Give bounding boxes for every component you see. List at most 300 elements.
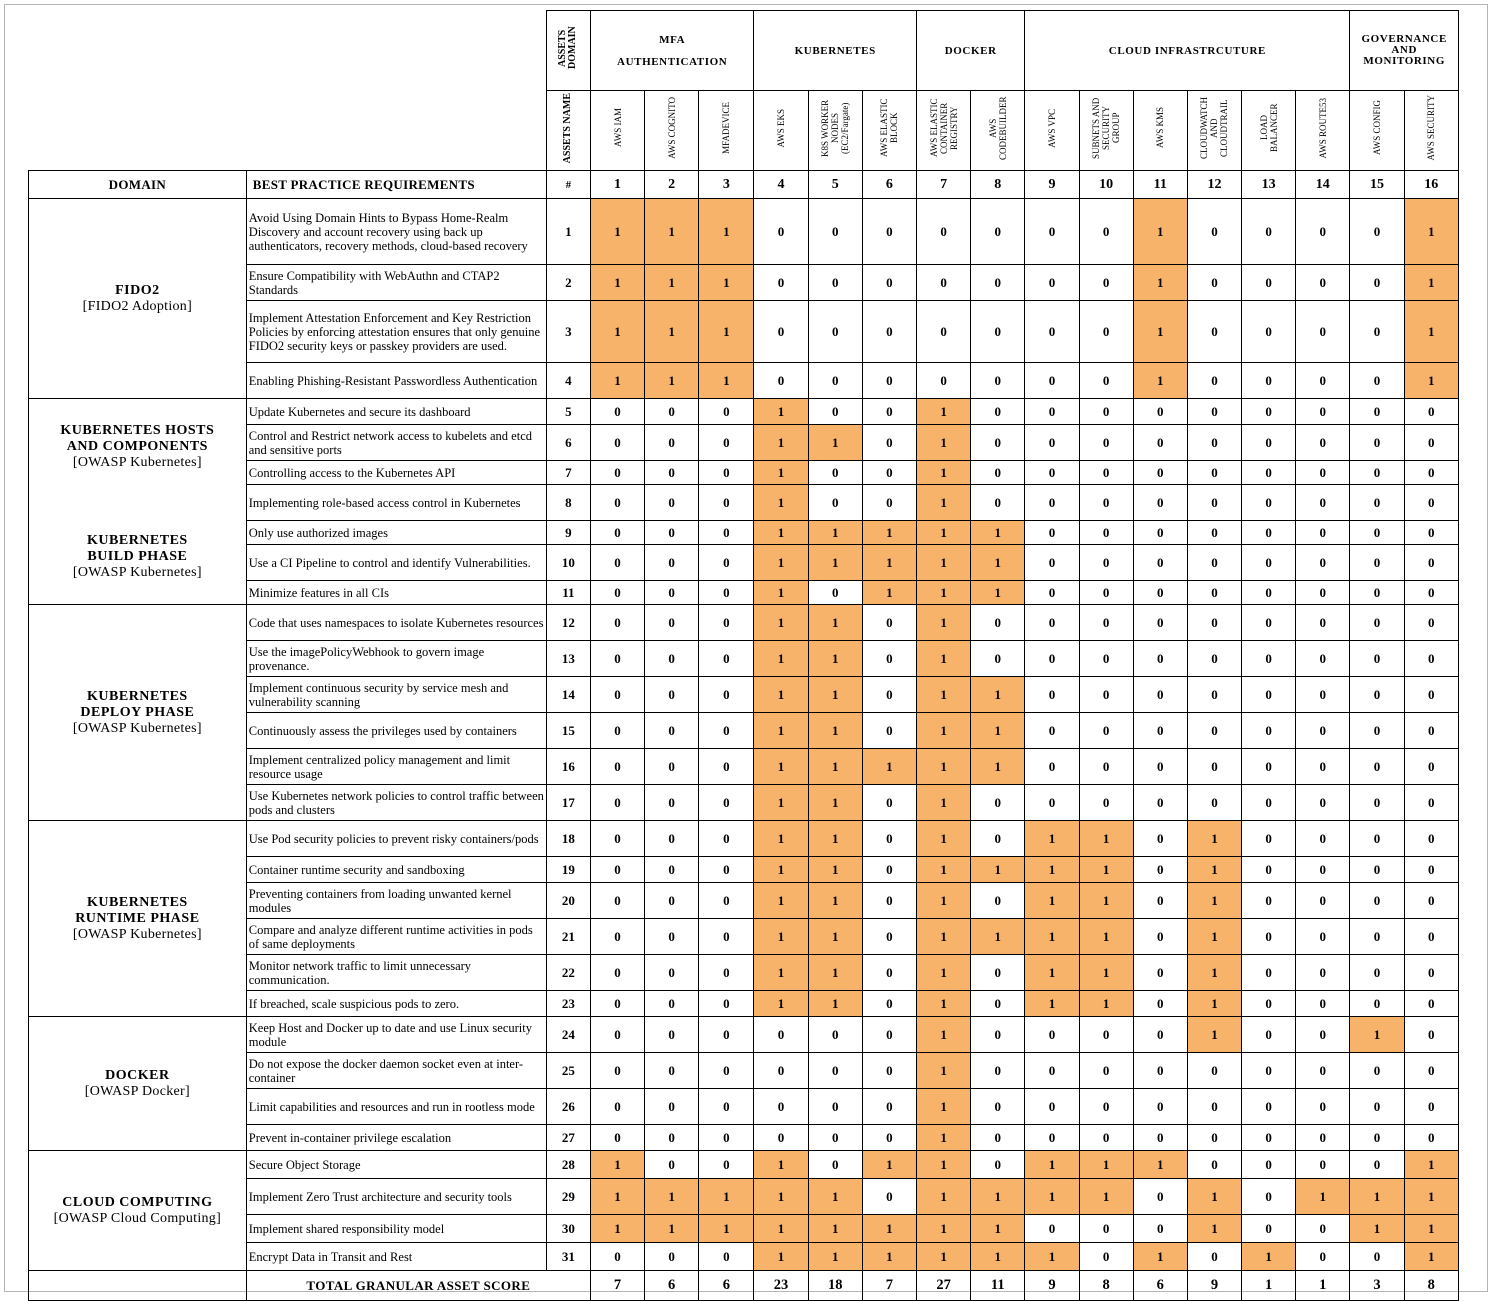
mapping-cell: 1	[754, 919, 808, 955]
total-score-cell: 7	[590, 1271, 644, 1301]
mapping-cell: 0	[590, 1089, 644, 1125]
mapping-cell: 0	[1242, 521, 1296, 545]
mapping-cell: 0	[1025, 461, 1079, 485]
mapping-cell: 0	[1296, 857, 1350, 883]
mapping-cell: 0	[1079, 785, 1133, 821]
mapping-cell: 1	[1133, 199, 1187, 265]
mapping-cell: 1	[1079, 955, 1133, 991]
mapping-cell: 1	[1187, 857, 1241, 883]
mapping-cell: 0	[1242, 425, 1296, 461]
mapping-cell: 1	[862, 1151, 916, 1179]
mapping-cell: 0	[645, 605, 699, 641]
requirement-number: 23	[546, 991, 590, 1017]
requirement-number: 27	[546, 1125, 590, 1151]
mapping-cell: 1	[1404, 199, 1458, 265]
asset-group-label: DOCKER	[944, 44, 997, 57]
mapping-cell: 0	[699, 1151, 754, 1179]
mapping-cell: 0	[1404, 485, 1458, 521]
mapping-cell: 0	[1025, 1089, 1079, 1125]
mapping-cell: 1	[1025, 1151, 1079, 1179]
domain-cell	[29, 199, 247, 399]
asset-number-header: 9	[1025, 171, 1079, 199]
requirement-text: Enabling Phishing-Resistant Passwordless Authentication	[246, 363, 546, 399]
mapping-cell: 0	[1350, 821, 1404, 857]
requirement-text: Use a CI Pipeline to control and identify Vulnerabilities.	[246, 545, 546, 581]
mapping-cell: 0	[699, 485, 754, 521]
mapping-cell: 1	[754, 749, 808, 785]
mapping-cell: 1	[971, 749, 1025, 785]
table-row	[29, 1151, 1459, 1179]
mapping-cell: 0	[1350, 1125, 1404, 1151]
mapping-cell: 1	[1025, 1243, 1079, 1271]
mapping-cell: 0	[971, 1151, 1025, 1179]
mapping-cell: 1	[917, 821, 971, 857]
header-spacer	[29, 91, 547, 171]
mapping-cell: 0	[1025, 581, 1079, 605]
mapping-cell: 0	[1296, 1151, 1350, 1179]
domain-source: [OWASP Docker]	[84, 1083, 190, 1099]
mapping-cell: 0	[1296, 425, 1350, 461]
asset-number-header: 1	[590, 171, 644, 199]
mapping-cell: 0	[1296, 605, 1350, 641]
mapping-cell: 0	[1079, 1053, 1133, 1089]
mapping-cell: 0	[1242, 1125, 1296, 1151]
asset-name-header: AWS IAM	[590, 91, 644, 171]
mapping-cell: 0	[1350, 713, 1404, 749]
mapping-cell: 0	[1133, 1053, 1187, 1089]
mapping-cell: 0	[645, 399, 699, 425]
mapping-cell: 0	[1079, 749, 1133, 785]
mapping-cell: 0	[808, 1053, 862, 1089]
mapping-cell: 0	[754, 301, 808, 363]
best-practice-header: BEST PRACTICE REQUIREMENTS	[246, 171, 546, 199]
asset-number-header: 3	[699, 171, 754, 199]
mapping-cell: 1	[1404, 301, 1458, 363]
domain-name: AND COMPONENTS	[66, 438, 208, 454]
mapping-cell: 0	[1187, 545, 1241, 581]
mapping-cell: 0	[971, 991, 1025, 1017]
mapping-cell: 1	[917, 521, 971, 545]
mapping-cell: 1	[590, 199, 644, 265]
requirement-text: Ensure Compatibility with WebAuthn and CTAP2 Standards	[246, 265, 546, 301]
mapping-cell: 0	[917, 265, 971, 301]
domain-name: DEPLOY PHASE	[80, 704, 195, 720]
mapping-cell: 0	[808, 1089, 862, 1125]
mapping-cell: 0	[1079, 1089, 1133, 1125]
mapping-cell: 0	[1025, 545, 1079, 581]
mapping-cell: 0	[699, 581, 754, 605]
domain-name: KUBERNETES HOSTS	[60, 422, 215, 438]
mapping-cell: 0	[1025, 605, 1079, 641]
mapping-cell: 1	[917, 955, 971, 991]
asset-number-header: 16	[1404, 171, 1458, 199]
mapping-cell: 0	[1350, 955, 1404, 991]
mapping-cell: 0	[645, 713, 699, 749]
mapping-cell: 0	[1296, 1089, 1350, 1125]
mapping-cell: 0	[1404, 821, 1458, 857]
mapping-cell: 0	[754, 1053, 808, 1089]
mapping-cell: 0	[699, 461, 754, 485]
mapping-cell: 0	[590, 641, 644, 677]
mapping-cell: 0	[1187, 605, 1241, 641]
mapping-cell: 0	[1404, 1089, 1458, 1125]
mapping-cell: 0	[1133, 581, 1187, 605]
requirement-text: Container runtime security and sandboxing	[246, 857, 546, 883]
mapping-cell: 1	[971, 677, 1025, 713]
mapping-cell: 1	[1133, 301, 1187, 363]
assets-domain-header: ASSETS DOMAIN	[546, 11, 590, 91]
mapping-cell: 0	[971, 265, 1025, 301]
mapping-cell: 0	[1350, 605, 1404, 641]
mapping-cell: 0	[862, 919, 916, 955]
table-row	[29, 821, 1459, 857]
mapping-cell: 0	[1404, 1017, 1458, 1053]
mapping-cell: 0	[1187, 1151, 1241, 1179]
requirement-text: Avoid Using Domain Hints to Bypass Home-Realm Discovery and account recovery using back up authenticators, recovery methods, cloud-based recovery	[246, 199, 546, 265]
mapping-cell: 0	[862, 785, 916, 821]
mapping-cell: 1	[590, 363, 644, 399]
mapping-cell: 0	[862, 955, 916, 991]
mapping-cell: 1	[1133, 1243, 1187, 1271]
mapping-cell: 1	[1025, 857, 1079, 883]
mapping-cell: 1	[699, 199, 754, 265]
mapping-cell: 0	[590, 399, 644, 425]
mapping-cell: 0	[1296, 545, 1350, 581]
requirement-text: Compare and analyze different runtime activities in pods of same deployments	[246, 919, 546, 955]
mapping-cell: 1	[808, 677, 862, 713]
domain-cell	[29, 1151, 247, 1271]
mapping-cell: 0	[1296, 1215, 1350, 1243]
mapping-cell: 0	[754, 1125, 808, 1151]
mapping-cell: 0	[1404, 425, 1458, 461]
requirement-text: Implement shared responsibility model	[246, 1215, 546, 1243]
mapping-cell: 0	[1242, 1151, 1296, 1179]
total-score-cell: 3	[1350, 1271, 1404, 1301]
mapping-cell: 0	[971, 641, 1025, 677]
mapping-cell: 0	[1079, 545, 1133, 581]
asset-number-header: 14	[1296, 171, 1350, 199]
mapping-cell: 0	[1079, 581, 1133, 605]
requirement-number: 28	[546, 1151, 590, 1179]
requirement-number: 9	[546, 521, 590, 545]
mapping-cell: 1	[917, 641, 971, 677]
mapping-cell: 1	[1079, 883, 1133, 919]
table-row	[29, 1017, 1459, 1053]
asset-mapping-table	[28, 10, 1459, 1301]
requirement-number: 2	[546, 265, 590, 301]
mapping-cell: 0	[971, 199, 1025, 265]
mapping-cell: 0	[1025, 265, 1079, 301]
mapping-cell: 0	[1404, 641, 1458, 677]
mapping-cell: 1	[1025, 991, 1079, 1017]
domain-source: [OWASP Kubernetes]	[72, 564, 202, 580]
mapping-cell: 0	[971, 1125, 1025, 1151]
mapping-cell: 1	[1404, 1151, 1458, 1179]
asset-number-header: 5	[808, 171, 862, 199]
mapping-cell: 0	[917, 301, 971, 363]
mapping-cell: 1	[1187, 883, 1241, 919]
mapping-cell: 0	[808, 1017, 862, 1053]
mapping-cell: 0	[862, 857, 916, 883]
mapping-cell: 0	[1187, 399, 1241, 425]
mapping-cell: 0	[1025, 1017, 1079, 1053]
mapping-cell: 0	[1133, 1125, 1187, 1151]
mapping-cell: 1	[754, 605, 808, 641]
mapping-cell: 1	[917, 1215, 971, 1243]
total-score-cell: 6	[1133, 1271, 1187, 1301]
mapping-cell: 0	[862, 1017, 916, 1053]
mapping-cell: 0	[1296, 1125, 1350, 1151]
mapping-cell: 0	[699, 713, 754, 749]
mapping-cell: 0	[1187, 485, 1241, 521]
mapping-cell: 1	[971, 713, 1025, 749]
mapping-cell: 1	[699, 301, 754, 363]
requirement-text: Secure Object Storage	[246, 1151, 546, 1179]
mapping-cell: 1	[917, 581, 971, 605]
mapping-cell: 0	[590, 857, 644, 883]
mapping-cell: 0	[645, 919, 699, 955]
mapping-cell: 0	[917, 363, 971, 399]
mapping-cell: 0	[1187, 301, 1241, 363]
mapping-cell: 0	[1296, 919, 1350, 955]
mapping-cell: 0	[1350, 521, 1404, 545]
total-spacer	[29, 1271, 247, 1301]
mapping-cell: 0	[1187, 581, 1241, 605]
total-score-cell: 9	[1187, 1271, 1241, 1301]
total-score-cell: 9	[1025, 1271, 1079, 1301]
domain-cell	[29, 605, 247, 821]
mapping-cell: 1	[754, 991, 808, 1017]
mapping-cell: 0	[699, 883, 754, 919]
mapping-cell: 0	[1350, 265, 1404, 301]
mapping-cell: 1	[862, 749, 916, 785]
mapping-cell: 0	[590, 919, 644, 955]
mapping-cell: 0	[971, 883, 1025, 919]
mapping-cell: 0	[1187, 641, 1241, 677]
mapping-cell: 0	[1079, 641, 1133, 677]
mapping-cell: 0	[1242, 461, 1296, 485]
mapping-cell: 0	[1242, 581, 1296, 605]
mapping-cell: 0	[1133, 677, 1187, 713]
mapping-cell: 0	[1242, 955, 1296, 991]
mapping-cell: 0	[862, 265, 916, 301]
mapping-cell: 1	[1079, 821, 1133, 857]
mapping-cell: 0	[590, 883, 644, 919]
mapping-cell: 0	[699, 1243, 754, 1271]
mapping-cell: 0	[1187, 785, 1241, 821]
mapping-cell: 0	[862, 399, 916, 425]
requirement-number: 24	[546, 1017, 590, 1053]
mapping-cell: 1	[917, 425, 971, 461]
mapping-cell: 0	[699, 919, 754, 955]
total-score-cell: 27	[917, 1271, 971, 1301]
mapping-cell: 0	[1404, 991, 1458, 1017]
asset-group-label: MONITORING	[1363, 55, 1445, 67]
mapping-cell: 0	[1242, 1017, 1296, 1053]
mapping-cell: 1	[699, 265, 754, 301]
mapping-cell: 0	[808, 199, 862, 265]
header-spacer	[29, 11, 547, 91]
asset-group-label: AND	[1391, 44, 1418, 56]
mapping-cell: 1	[1187, 1179, 1241, 1215]
mapping-cell: 0	[645, 581, 699, 605]
asset-number-header: 4	[754, 171, 808, 199]
domain-name: FIDO2	[115, 282, 160, 298]
mapping-cell: 1	[1025, 955, 1079, 991]
mapping-cell: 0	[1025, 1215, 1079, 1243]
mapping-cell: 1	[1025, 919, 1079, 955]
mapping-cell: 1	[917, 605, 971, 641]
mapping-cell: 1	[808, 1243, 862, 1271]
requirement-number: 19	[546, 857, 590, 883]
mapping-cell: 0	[1242, 821, 1296, 857]
mapping-cell: 0	[1404, 545, 1458, 581]
requirement-text: Control and Restrict network access to kubelets and etcd and sensitive ports	[246, 425, 546, 461]
mapping-cell: 0	[699, 955, 754, 991]
mapping-cell: 0	[1242, 713, 1296, 749]
mapping-cell: 0	[1296, 199, 1350, 265]
mapping-cell: 0	[1187, 713, 1241, 749]
mapping-cell: 0	[645, 521, 699, 545]
requirement-number: 13	[546, 641, 590, 677]
mapping-cell: 1	[917, 713, 971, 749]
mapping-cell: 1	[1025, 821, 1079, 857]
requirement-number: 31	[546, 1243, 590, 1271]
mapping-cell: 0	[699, 1125, 754, 1151]
asset-name-header: AWS KMS	[1133, 91, 1187, 171]
mapping-cell: 0	[699, 1017, 754, 1053]
mapping-cell: 1	[754, 641, 808, 677]
mapping-cell: 0	[590, 677, 644, 713]
mapping-cell: 0	[808, 485, 862, 521]
mapping-cell: 0	[1187, 1053, 1241, 1089]
mapping-cell: 0	[1404, 919, 1458, 955]
mapping-cell: 0	[699, 425, 754, 461]
mapping-cell: 0	[1187, 1243, 1241, 1271]
mapping-cell: 1	[808, 821, 862, 857]
mapping-cell: 1	[754, 485, 808, 521]
mapping-cell: 1	[1187, 991, 1241, 1017]
row-number-header: #	[546, 171, 590, 199]
mapping-cell: 0	[1079, 677, 1133, 713]
mapping-cell: 1	[917, 1243, 971, 1271]
mapping-cell: 1	[754, 785, 808, 821]
requirement-text: Update Kubernetes and secure its dashboard	[246, 399, 546, 425]
domain-source: [OWASP Kubernetes]	[72, 926, 202, 942]
requirement-number: 10	[546, 545, 590, 581]
asset-name-header: AWS ROUTE53	[1296, 91, 1350, 171]
mapping-cell: 1	[917, 749, 971, 785]
requirement-number: 14	[546, 677, 590, 713]
mapping-cell: 1	[917, 785, 971, 821]
total-score-cell: 6	[645, 1271, 699, 1301]
mapping-cell: 1	[754, 1243, 808, 1271]
mapping-cell: 1	[699, 363, 754, 399]
mapping-cell: 1	[590, 265, 644, 301]
requirement-number: 4	[546, 363, 590, 399]
mapping-cell: 0	[1296, 581, 1350, 605]
requirement-number: 30	[546, 1215, 590, 1243]
total-score-cell: 6	[699, 1271, 754, 1301]
mapping-cell: 1	[808, 785, 862, 821]
requirement-number: 11	[546, 581, 590, 605]
domain-source: [OWASP Kubernetes]	[72, 454, 202, 470]
mapping-cell: 1	[808, 1179, 862, 1215]
mapping-cell: 1	[808, 991, 862, 1017]
mapping-cell: 0	[808, 363, 862, 399]
mapping-cell: 0	[1404, 521, 1458, 545]
mapping-cell: 0	[1025, 399, 1079, 425]
mapping-cell: 0	[1404, 883, 1458, 919]
mapping-cell: 0	[1242, 641, 1296, 677]
asset-group-header	[590, 11, 754, 91]
mapping-cell: 1	[1187, 919, 1241, 955]
domain-source: [OWASP Kubernetes]	[72, 720, 202, 736]
mapping-cell: 1	[1025, 883, 1079, 919]
asset-group-label: GOVERNANCE	[1361, 33, 1447, 45]
mapping-cell: 0	[1350, 199, 1404, 265]
requirement-number: 18	[546, 821, 590, 857]
mapping-cell: 1	[754, 1179, 808, 1215]
requirement-text: Use Kubernetes network policies to control traffic between pods and clusters	[246, 785, 546, 821]
mapping-cell: 0	[1025, 425, 1079, 461]
requirement-number: 20	[546, 883, 590, 919]
requirement-number: 8	[546, 485, 590, 521]
requirement-text: Use the imagePolicyWebhook to govern image provenance.	[246, 641, 546, 677]
mapping-cell: 0	[1187, 363, 1241, 399]
mapping-cell: 0	[971, 399, 1025, 425]
mapping-cell: 0	[1133, 821, 1187, 857]
mapping-cell: 0	[1025, 301, 1079, 363]
mapping-cell: 0	[971, 821, 1025, 857]
mapping-cell: 1	[754, 713, 808, 749]
mapping-cell: 0	[1242, 399, 1296, 425]
mapping-cell: 0	[1350, 857, 1404, 883]
asset-group-header	[1350, 11, 1459, 91]
mapping-cell: 0	[1079, 461, 1133, 485]
mapping-cell: 0	[1296, 265, 1350, 301]
mapping-cell: 0	[1296, 991, 1350, 1017]
mapping-cell: 1	[1079, 857, 1133, 883]
mapping-cell: 0	[1350, 485, 1404, 521]
mapping-cell: 0	[862, 301, 916, 363]
mapping-cell: 0	[971, 955, 1025, 991]
mapping-cell: 0	[917, 199, 971, 265]
mapping-cell: 0	[1133, 521, 1187, 545]
mapping-cell: 1	[645, 1179, 699, 1215]
mapping-cell: 0	[1242, 485, 1296, 521]
mapping-cell: 0	[862, 1053, 916, 1089]
mapping-cell: 1	[862, 581, 916, 605]
mapping-cell: 0	[1133, 1017, 1187, 1053]
mapping-cell: 0	[1242, 749, 1296, 785]
asset-group-header	[754, 11, 917, 91]
mapping-cell: 0	[1296, 677, 1350, 713]
mapping-cell: 0	[1350, 363, 1404, 399]
domain-header: DOMAIN	[29, 171, 247, 199]
mapping-cell: 0	[1404, 955, 1458, 991]
mapping-cell: 1	[971, 1243, 1025, 1271]
mapping-cell: 0	[862, 1179, 916, 1215]
mapping-cell: 1	[971, 545, 1025, 581]
mapping-cell: 1	[917, 461, 971, 485]
mapping-cell: 0	[1133, 749, 1187, 785]
mapping-cell: 0	[1296, 363, 1350, 399]
mapping-cell: 1	[808, 605, 862, 641]
total-score-cell: 7	[862, 1271, 916, 1301]
mapping-cell: 0	[1025, 521, 1079, 545]
table-row	[29, 399, 1459, 425]
